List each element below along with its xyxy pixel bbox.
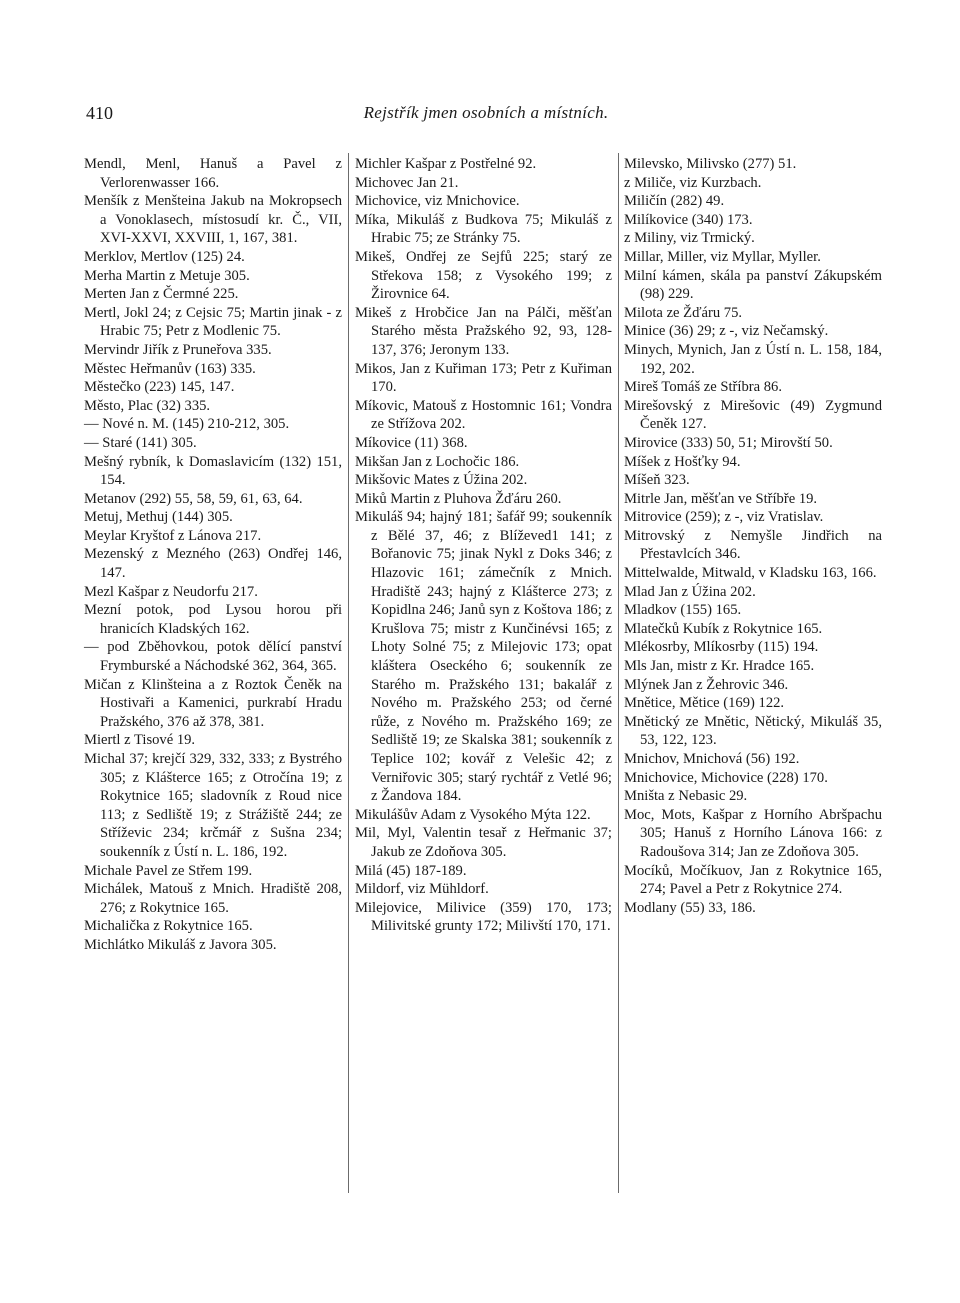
index-entry: Mlatečků Kubík z Rokytnice 165. — [624, 620, 823, 637]
index-column-3 — [624, 155, 882, 917]
index-column-1 — [84, 155, 342, 955]
index-entry: — Staré (141) 305. — [84, 434, 197, 451]
index-entry: Mikšan Jan z Lochočic 186. — [355, 453, 520, 470]
index-entry: — pod Zběhovkou, potok dělící panství Frymburské a Náchodské 362, 364, 365. — [84, 639, 342, 675]
index-entry: Mikeš z Hrobčice Jan na Pálči, měšťan Starého města Pražského 92, 93, 128-137, 376; Jeronym 133. — [355, 304, 612, 358]
index-entry: Mlýnek Jan z Žehrovic 346. — [624, 676, 789, 693]
index-entry: Mnětice, Mětice (169) 122. — [624, 695, 785, 712]
index-entry: Michler Kašpar z Postřelné 92. — [355, 156, 537, 172]
index-entry: Merklov, Mertlov (125) 24. — [84, 248, 245, 265]
index-entry: Milejovice, Milivice (359) 170, 173; Milivitské grunty 172; Milivští 170, 171. — [355, 899, 612, 935]
index-entry: Mitrle Jan, měšťan ve Stříbře 19. — [624, 490, 818, 507]
index-entry: Město, Plac (32) 335. — [84, 397, 211, 414]
index-entry: Michovice, viz Mnichovice. — [355, 193, 520, 210]
index-entry: Meylar Kryštof z Lánova 217. — [84, 527, 262, 544]
page-header — [86, 103, 886, 129]
index-entry: Milota ze Žďáru 75. — [624, 304, 743, 321]
index-entry: Mendl, Menl, Hanuš a Pavel z Verlorenwasser 166. — [84, 156, 342, 191]
index-entry: Mezl Kašpar z Neudorfu 217. — [84, 583, 258, 600]
index-entry: Michale Pavel ze Střem 199. — [84, 862, 253, 879]
index-entry: Míkovic, Matouš z Hostomnic 161; Vondra ze Střížova 202. — [355, 397, 612, 433]
index-entry: Merha Martin z Metuje 305. — [84, 267, 250, 284]
index-entry: Miličín (282) 49. — [624, 193, 725, 210]
column-divider — [618, 153, 619, 1193]
index-entry: Mikeš, Ondřej ze Sejfů 225; starý ze Střekova 158; z Vysokého 199; z Žirovnice 64. — [355, 248, 612, 303]
index-entry: Městec Heřmanův (163) 335. — [84, 360, 256, 377]
index-entry: Merten Jan z Čermné 225. — [84, 286, 239, 303]
index-entry: Mls Jan, mistr z Kr. Hradce 165. — [624, 658, 815, 675]
page-number: 410 — [86, 103, 113, 123]
index-entry: Mikuláš 94; hajný 181; šafář 99; soukenník z Bělé 37, 46; z Blíževed1 141; z Bořanovic 75; jinak Nykl z Doks 346; z Hlazovic 161; zámečník z Mnich. Hradiště 243; hajný z Klášterce 273; z Kopidlna 246; Janů syn z Koštova 186; z Krušlova 75; mistr z Kunčinévsi 165; z Lhoty Solné 75; z Milejovic 173; opat kláštera Oseckého 6; soukenník ze Starého m. Pražského 131; bakalář z Nového m. Pražského 253; od černé růže, z Nového m. Pražského 169; ze Sedliště 19; ze Skalska 381; soukenník z Teplice 102; kovář z Velešic 42; z Verniřovic 305; starý rychtář z Vetlé 96; z Žandova 184. — [355, 509, 612, 805]
index-entry: Mertl, Jokl 24; z Cejsic 75; Martin jinak - z Hrabic 75; Petr z Modlenic 75. — [84, 304, 342, 340]
index-entry: Míka, Mikuláš z Budkova 75; Mikuláš z Hrabic 75; ze Stránky 75. — [355, 211, 612, 247]
index-entry: Michálek, Matouš z Mnich. Hradiště 208, 276; z Rokytnice 165. — [84, 881, 342, 916]
index-entry: Mnichovice, Michovice (228) 170. — [624, 769, 828, 786]
index-entry: Millar, Miller, viz Myllar, Myller. — [624, 248, 821, 265]
index-entry: Milní kámen, skála pa panství Zákupském (98) 229. — [624, 267, 882, 303]
running-title: Rejstřík jmen osobních a místních. — [363, 103, 609, 122]
index-column-2 — [355, 155, 612, 936]
index-entry: Mikulášův Adam z Vysokého Mýta 122. — [355, 806, 591, 823]
index-entry: Milá (45) 187-189. — [355, 862, 467, 879]
index-entry: — Nové n. M. (145) 210-212, 305. — [84, 416, 290, 433]
index-entry: Menšík z Menšteina Jakub na Mokropsech a Vonoklasech, místosudí kr. Č., VII, XVI-XXVI, XXVIII, 1, 167, 381. — [84, 193, 342, 247]
index-entry: Mirovice (333) 50, 51; Mirovští 50. — [624, 434, 833, 451]
index-entry: Milíkovice (340) 173. — [624, 211, 753, 228]
index-entry: Mittelwalde, Mitwald, v Kladsku 163, 166. — [624, 565, 877, 582]
index-entry: Mirešovský z Mirešovic (49) Zygmund Čeněk 127. — [624, 397, 882, 433]
index-entry: Městečko (223) 145, 147. — [84, 379, 235, 396]
index-entry: Michlátko Mikuláš z Javora 305. — [84, 936, 277, 953]
index-entry: Michovec Jan 21. — [355, 174, 459, 191]
index-entry: Michalička z Rokytnice 165. — [84, 918, 253, 935]
index-entry: Miertl z Tisové 19. — [84, 732, 196, 749]
index-entry: Mlad Jan z Úžina 202. — [624, 583, 756, 600]
index-entry: Mništa z Nebasic 29. — [624, 788, 748, 805]
index-entry: Mezenský z Mezného (263) Ondřej 146, 147. — [84, 546, 342, 582]
index-entry: Milevsko, Milivsko (277) 51. — [624, 156, 797, 172]
index-entry: Minice (36) 29; z -, viz Nečamský. — [624, 323, 829, 340]
index-entry: Mitrovice (259); z -, viz Vratislav. — [624, 509, 824, 526]
index-entry: Mnichov, Mnichová (56) 192. — [624, 751, 800, 767]
index-entry: z Miliny, viz Trmický. — [624, 230, 755, 247]
index-entry: Mocíků, Močíkuov, Jan z Rokytnice 165, 274; Pavel a Petr z Rokytnice 274. — [624, 862, 882, 898]
index-entry: Miků Martin z Pluhova Žďáru 260. — [355, 490, 562, 507]
index-entry: Mikšovic Mates z Úžina 202. — [355, 472, 528, 489]
index-entry: Míkovice (11) 368. — [355, 434, 468, 451]
column-divider — [348, 153, 349, 1193]
index-entry: Mladkov (155) 165. — [624, 602, 742, 619]
index-entry: Michal 37; krejčí 329, 332, 333; z Bystrého 305; z Klášterce 165; z Otročína 19; z Rokytnice 165; sladovník z Roud nice 113; z Sedliště 19; z Strážiště 244; ze Stříževic 234; krčmář z Sušna 234; soukenník z Ústí n. L. 186, 192. — [84, 751, 342, 860]
index-entry: Mlékosrby, Mlíkosrby (115) 194. — [624, 639, 819, 656]
index-entry: Míšeň 323. — [624, 472, 690, 489]
index-entry: Mešný rybník, k Domaslavicím (132) 151, 154. — [84, 453, 342, 489]
index-entry: z Miliče, viz Kurzbach. — [624, 174, 762, 191]
index-entry: Mezní potok, pod Lysou horou při hranicích Kladských 162. — [84, 602, 342, 637]
index-entry: Mnětický ze Mnětic, Nětický, Mikuláš 35, 53, 122, 123. — [624, 713, 882, 749]
index-entry: Metanov (292) 55, 58, 59, 61, 63, 64. — [84, 490, 303, 507]
index-entry: Mildorf, viz Mühldorf. — [355, 881, 489, 898]
index-entry: Mičan z Klinšteina a z Roztok Čeněk na Hostivaři a Kamenici, purkrabí Hradu Pražského, 376 až 378, 381. — [84, 676, 342, 730]
index-entry: Mikos, Jan z Kuřiman 173; Petr z Kuřiman 170. — [355, 360, 612, 396]
index-entry: Metuj, Methuj (144) 305. — [84, 509, 233, 526]
index-entry: Míšek z Hošťky 94. — [624, 453, 741, 470]
index-entry: Modlany (55) 33, 186. — [624, 899, 756, 916]
index-entry: Moc, Mots, Kašpar z Horního Abršpachu 305; Hanuš z Horního Lánova 166: z Radoušova 314; Jan ze Zdoňova 305. — [624, 806, 882, 860]
index-entry: Mil, Myl, Valentin tesař z Heřmanic 37; Jakub ze Zdoňova 305. — [355, 825, 612, 860]
index-entry: Mervindr Jiřík z Pruneřova 335. — [84, 341, 272, 358]
index-entry: Mireš Tomáš ze Stříbra 86. — [624, 379, 782, 396]
index-entry: Mitrovský z Nemyšle Jindřich na Přestavlcích 346. — [624, 527, 882, 563]
index-entry: Minych, Mynich, Jan z Ústí n. L. 158, 184, 192, 202. — [624, 341, 882, 377]
